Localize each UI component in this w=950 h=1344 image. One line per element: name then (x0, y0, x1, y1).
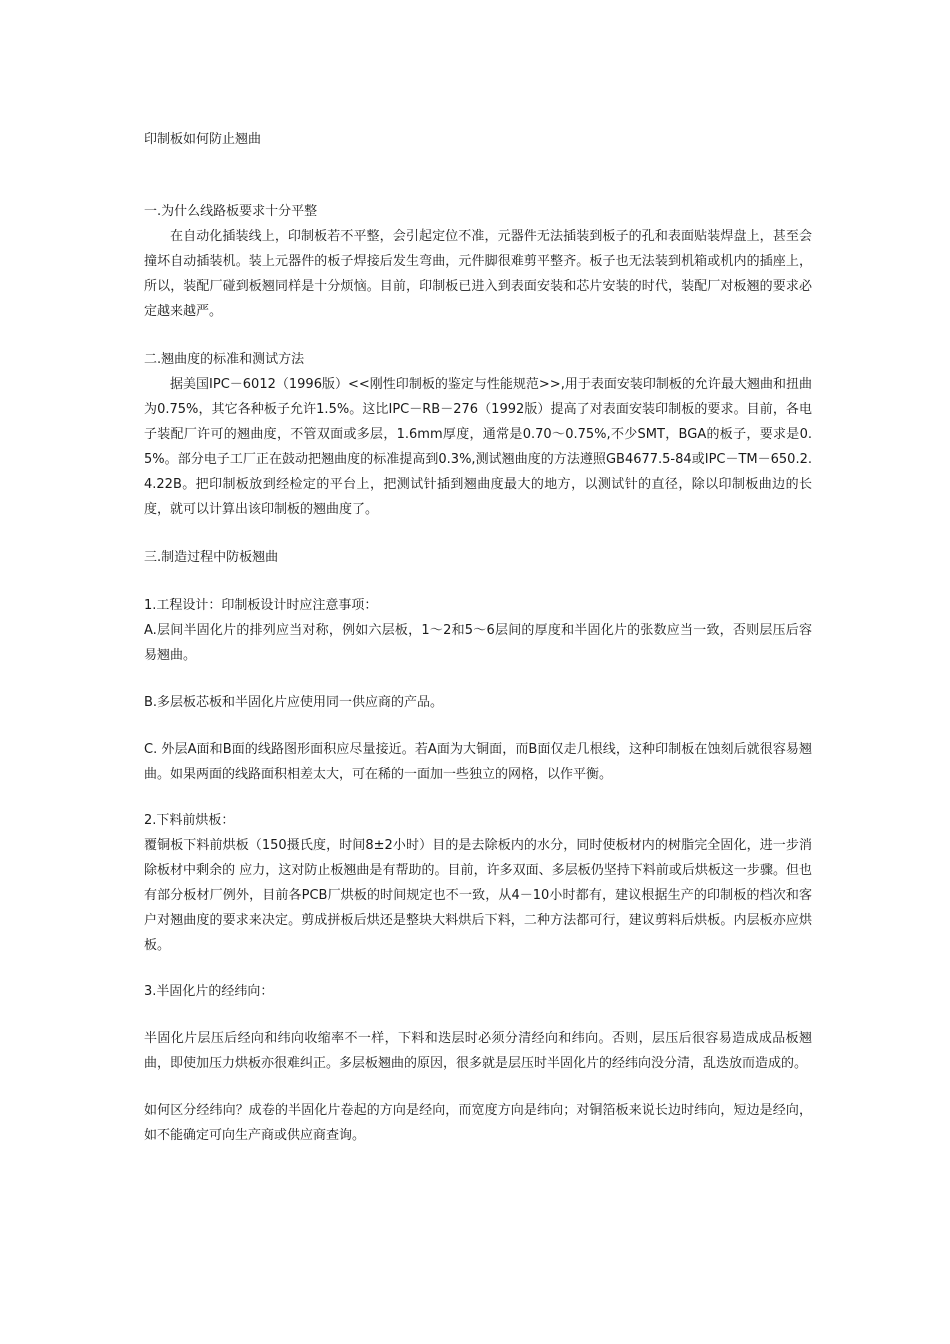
item-1-point-a: A.层间半固化片的排列应当对称，例如六层板，1～2和5～6层间的厚度和半固化片的张数应当一致，否则层压后容易翘曲。 (144, 623, 812, 663)
item-1-point-c: C. 外层A面和B面的线路图形面积应尽量接近。若A面为大铜面，而B面仅走几根线，这种印制板在蚀刻后就很容易翘曲。如果两面的线路面积相差太大，可在稀的一面加一些独立的网格，以作平衡。 (144, 742, 812, 782)
item-3-body-1: 半固化片层压后经向和纬向收缩率不一样，下料和迭层时必须分清经向和纬向。否则，层压后很容易造成成品板翘曲，即使加压力烘板亦很难纠正。多层板翘曲的原因，很多就是层压时半固化片的经纬向没分清，乱迭放而造成的。 (144, 1031, 812, 1071)
section-3-heading: 三.制造过程中防板翘曲 (144, 550, 279, 565)
item-2-body: 覆铜板下料前烘板（150摄氏度，时间8±2小时）目的是去除板内的水分，同时使板材内的树脂完全固化，进一步消除板材中剩余的 应力，这对防止板翘曲是有帮助的。目前，许多双面、多层板仍坚持下料前或后烘板这一步骤。但也有部分板材厂例外，目前各PCB厂烘板的时间规定也不一致，从4－10小时都有，建议根据生产的印制板的档次和客户对翘曲度的要求来决定。剪成拼板后烘还是整块大料烘后下料，二种方法都可行，建议剪料后烘板。内层板亦应烘板。 (144, 838, 812, 953)
item-3-body-2: 如何区分经纬向？成卷的半固化片卷起的方向是经向，而宽度方向是纬向；对铜箔板来说长边时纬向，短边是经向，如不能确定可向生产商或供应商查询。 (144, 1103, 812, 1143)
document-page (144, 128, 812, 1148)
document-title: 印制板如何防止翘曲 (144, 132, 262, 147)
section-2-heading: 二.翘曲度的标准和测试方法 (144, 352, 305, 367)
section-1-body: 在自动化插装线上，印制板若不平整，会引起定位不准，元器件无法插装到板子的孔和表面贴装焊盘上，甚至会撞坏自动插装机。装上元器件的板子焊接后发生弯曲，元件脚很难剪平整齐。板子也无法装到机箱或机内的插座上，所以，装配厂碰到板翘同样是十分烦恼。目前，印制板已进入到表面安装和芯片安装的时代，装配厂对板翘的要求必定越来越严。 (144, 229, 812, 319)
item-1-point-b: B.多层板芯板和半固化片应使用同一供应商的产品。 (144, 695, 444, 710)
item-3-heading: 3.半固化片的经纬向： (144, 984, 274, 999)
item-1-heading: 1.工程设计：印制板设计时应注意事项： (144, 598, 378, 613)
item-2-heading: 2.下料前烘板： (144, 813, 235, 828)
section-1-heading: 一.为什么线路板要求十分平整 (144, 204, 318, 219)
section-2-body: 据美国IPC－6012（1996版）<<刚性印制板的鉴定与性能规范>>,用于表面安装印制板的允许最大翘曲和扭曲为0.75%，其它各种板子允许1.5%。这比IPC－RB－276（1992版）提高了对表面安装印制板的要求。目前，各电子装配厂许可的翘曲度，不管双面或多层，1.6mm厚度，通常是0.70～0.75%,不少SMT，BGA的板子，要求是0.5%。部分电子工厂正在鼓动把翘曲度的标准提高到0.3%,测试翘曲度的方法遵照GB4677.5-84或IPC－TM－650.2.4.22B。把印制板放到经检定的平台上，把测试针插到翘曲度最大的地方，以测试针的直径，除以印制板曲边的长度，就可以计算出该印制板的翘曲度了。 (144, 377, 812, 517)
